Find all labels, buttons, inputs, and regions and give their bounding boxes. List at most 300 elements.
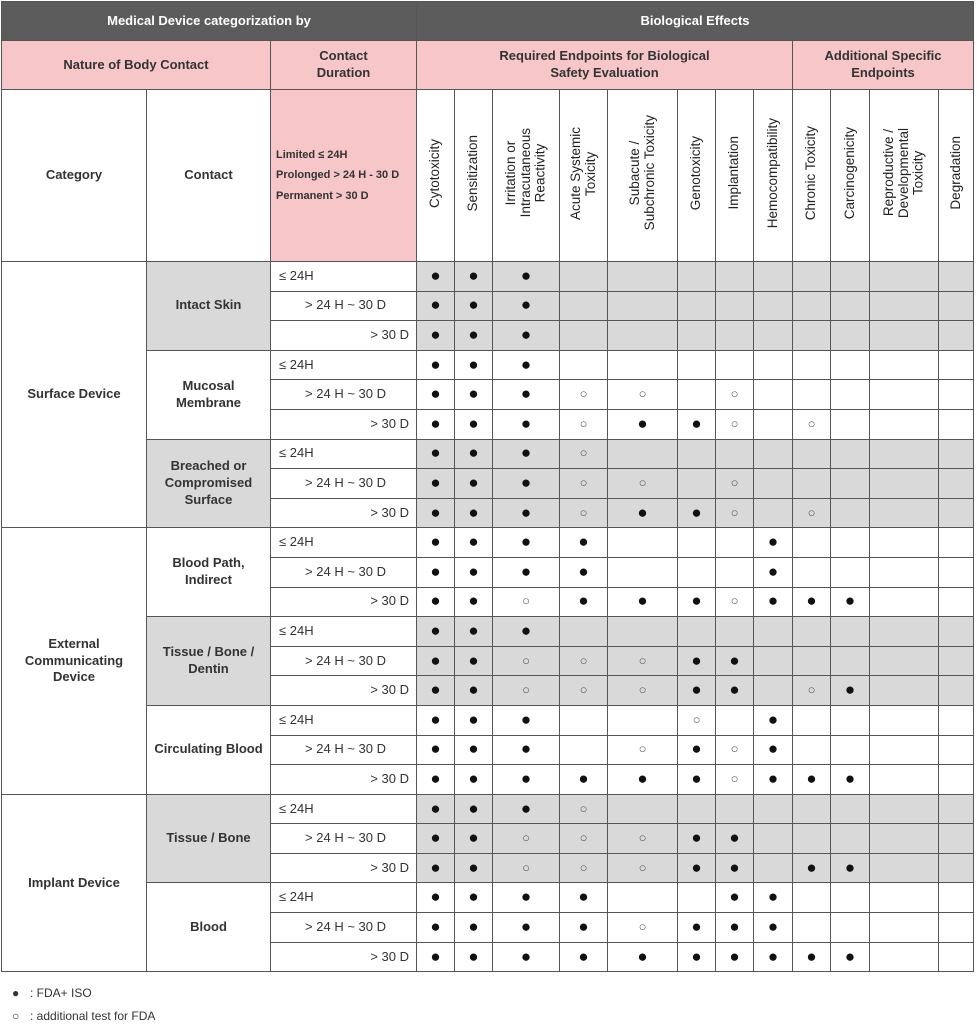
endpoint-cell — [608, 587, 678, 617]
endpoint-cell — [455, 883, 493, 913]
endpoint-cell — [417, 409, 455, 439]
endpoint-cell — [939, 676, 974, 706]
open-circle-icon: ○ — [638, 859, 647, 875]
legend-filled — [12, 986, 92, 1000]
filled-circle-icon: ● — [767, 739, 779, 759]
endpoint-cell — [455, 380, 493, 410]
endpoint-header — [455, 90, 493, 262]
table-row — [2, 439, 974, 469]
open-circle-icon: ○ — [12, 1009, 20, 1023]
duration-cell: ≤ 24H — [271, 617, 417, 647]
category-cell: Implant Device — [2, 794, 147, 972]
duration-cell: > 30 D — [271, 321, 417, 351]
endpoint-cell — [455, 469, 493, 499]
endpoint-cell — [608, 853, 678, 883]
filled-circle-icon: ● — [12, 986, 20, 1000]
endpoint-cell — [870, 794, 939, 824]
endpoint-cell — [754, 794, 793, 824]
endpoint-cell — [455, 557, 493, 587]
endpoint-label: Sensitization — [465, 134, 481, 212]
endpoint-cell — [793, 557, 831, 587]
filled-circle-icon: ● — [468, 443, 479, 463]
filled-circle-icon: ● — [520, 561, 532, 581]
endpoint-cell — [870, 291, 939, 321]
filled-circle-icon: ● — [578, 916, 589, 936]
endpoint-cell — [678, 528, 716, 558]
filled-circle-icon: ● — [767, 591, 779, 611]
endpoint-label: Genotoxicity — [688, 135, 704, 211]
endpoint-cell — [560, 646, 608, 676]
endpoint-cell — [493, 765, 560, 795]
endpoint-cell — [831, 291, 870, 321]
endpoint-cell — [793, 765, 831, 795]
open-circle-icon: ○ — [522, 593, 530, 609]
open-circle-icon: ○ — [579, 475, 588, 490]
endpoint-cell — [560, 469, 608, 499]
endpoint-cell — [793, 942, 831, 972]
endpoint-cell — [870, 765, 939, 795]
filled-circle-icon: ● — [691, 680, 702, 700]
category-cell: Surface Device — [2, 262, 147, 528]
filled-circle-icon: ● — [844, 857, 856, 877]
filled-circle-icon: ● — [691, 857, 702, 877]
open-circle-icon: ○ — [579, 504, 588, 520]
endpoint-cell — [493, 350, 560, 380]
endpoint-cell — [716, 765, 754, 795]
endpoint-cell — [493, 794, 560, 824]
filled-circle-icon: ● — [468, 620, 479, 640]
endpoint-cell — [608, 794, 678, 824]
endpoint-cell — [870, 321, 939, 351]
duration-cell: > 30 D — [271, 942, 417, 972]
filled-circle-icon: ● — [729, 946, 740, 966]
endpoint-cell — [417, 765, 455, 795]
filled-circle-icon: ● — [844, 946, 856, 966]
endpoint-cell — [939, 587, 974, 617]
filled-circle-icon: ● — [430, 325, 441, 345]
endpoint-cell — [793, 350, 831, 380]
endpoint-cell — [831, 587, 870, 617]
filled-circle-icon: ● — [430, 709, 441, 729]
endpoint-cell — [831, 439, 870, 469]
endpoint-cell — [417, 824, 455, 854]
filled-circle-icon: ● — [578, 946, 589, 966]
filled-circle-icon: ● — [430, 413, 441, 433]
endpoint-cell — [417, 676, 455, 706]
contact-column-header: Contact — [147, 90, 271, 262]
endpoint-cell — [793, 705, 831, 735]
endpoint-cell — [560, 705, 608, 735]
endpoint-cell — [754, 498, 793, 528]
endpoint-cell — [870, 735, 939, 765]
endpoint-cell — [793, 498, 831, 528]
filled-circle-icon: ● — [430, 354, 441, 374]
endpoint-cell — [870, 883, 939, 913]
filled-circle-icon: ● — [468, 739, 479, 759]
filled-circle-icon: ● — [767, 887, 779, 907]
endpoint-cell — [608, 942, 678, 972]
endpoint-cell — [678, 439, 716, 469]
filled-circle-icon: ● — [578, 561, 589, 581]
endpoint-cell — [455, 498, 493, 528]
filled-circle-icon: ● — [430, 502, 441, 522]
endpoint-cell — [939, 913, 974, 943]
endpoint-cell — [939, 765, 974, 795]
endpoint-cell — [754, 587, 793, 617]
endpoint-cell — [793, 439, 831, 469]
biological-evaluation-table — [1, 1, 974, 972]
endpoint-cell — [939, 617, 974, 647]
endpoint-cell — [455, 617, 493, 647]
filled-circle-icon: ● — [520, 295, 532, 315]
endpoint-cell — [560, 824, 608, 854]
endpoint-cell — [417, 735, 455, 765]
filled-circle-icon: ● — [691, 916, 702, 936]
endpoint-cell — [608, 735, 678, 765]
endpoint-cell — [793, 676, 831, 706]
endpoint-cell — [678, 735, 716, 765]
endpoint-cell — [417, 528, 455, 558]
endpoint-cell — [831, 794, 870, 824]
table-row — [2, 262, 974, 292]
endpoint-cell — [831, 617, 870, 647]
duration-cell: ≤ 24H — [271, 528, 417, 558]
endpoint-cell — [560, 942, 608, 972]
filled-circle-icon: ● — [729, 650, 740, 670]
filled-circle-icon: ● — [520, 502, 532, 522]
contact-cell: Intact Skin — [147, 262, 271, 351]
filled-circle-icon: ● — [767, 946, 779, 966]
contact-cell: Blood — [147, 883, 271, 972]
endpoint-label: Acute Systemic Toxicity — [567, 126, 598, 220]
filled-circle-icon: ● — [637, 502, 648, 522]
filled-circle-icon: ● — [691, 650, 702, 670]
endpoint-cell — [831, 853, 870, 883]
endpoint-cell — [870, 617, 939, 647]
endpoint-cell — [455, 291, 493, 321]
endpoint-cell — [716, 498, 754, 528]
endpoint-cell — [417, 380, 455, 410]
filled-circle-icon: ● — [468, 561, 479, 581]
endpoint-cell — [754, 380, 793, 410]
endpoint-cell — [870, 853, 939, 883]
endpoint-cell — [754, 350, 793, 380]
endpoint-cell — [939, 794, 974, 824]
filled-circle-icon: ● — [430, 532, 441, 552]
endpoint-cell — [754, 646, 793, 676]
endpoint-cell — [678, 853, 716, 883]
endpoint-cell — [793, 853, 831, 883]
endpoint-cell — [793, 735, 831, 765]
endpoint-cell — [870, 942, 939, 972]
endpoint-cell — [870, 469, 939, 499]
endpoint-cell — [793, 409, 831, 439]
filled-circle-icon: ● — [468, 384, 479, 404]
endpoint-cell — [793, 824, 831, 854]
endpoint-cell — [831, 262, 870, 292]
endpoint-cell — [493, 676, 560, 706]
endpoint-cell — [754, 853, 793, 883]
filled-circle-icon: ● — [844, 768, 856, 788]
endpoint-cell — [870, 528, 939, 558]
endpoint-cell — [716, 528, 754, 558]
endpoint-cell — [678, 676, 716, 706]
endpoint-header — [493, 90, 560, 262]
duration-cell: > 24 H ~ 30 D — [271, 646, 417, 676]
endpoint-cell — [493, 913, 560, 943]
endpoint-cell — [716, 350, 754, 380]
filled-circle-icon: ● — [520, 798, 532, 818]
endpoint-cell — [939, 735, 974, 765]
filled-circle-icon: ● — [430, 828, 441, 848]
endpoint-cell — [870, 913, 939, 943]
endpoint-cell — [831, 528, 870, 558]
endpoint-cell — [417, 321, 455, 351]
endpoint-cell — [870, 824, 939, 854]
endpoint-cell — [678, 409, 716, 439]
endpoint-cell — [493, 617, 560, 647]
filled-circle-icon: ● — [729, 828, 740, 848]
endpoint-cell — [754, 705, 793, 735]
endpoint-cell — [455, 439, 493, 469]
endpoint-cell — [493, 824, 560, 854]
endpoint-cell — [831, 883, 870, 913]
endpoint-cell — [716, 291, 754, 321]
open-circle-icon: ○ — [807, 682, 816, 698]
endpoint-cell — [493, 439, 560, 469]
open-circle-icon: ○ — [638, 682, 647, 698]
endpoint-cell — [793, 469, 831, 499]
filled-circle-icon: ● — [430, 591, 441, 611]
open-circle-icon: ○ — [522, 652, 530, 668]
filled-circle-icon: ● — [468, 591, 479, 611]
endpoint-label: Subacute / Subchronic Toxicity — [626, 115, 657, 231]
endpoint-cell — [831, 350, 870, 380]
open-circle-icon: ○ — [730, 415, 739, 431]
filled-circle-icon: ● — [430, 798, 441, 818]
endpoint-cell — [831, 498, 870, 528]
endpoint-cell — [417, 853, 455, 883]
endpoint-header — [560, 90, 608, 262]
filled-circle-icon: ● — [520, 265, 532, 285]
open-circle-icon: ○ — [522, 830, 530, 846]
endpoint-cell — [608, 528, 678, 558]
endpoint-cell — [831, 409, 870, 439]
open-circle-icon: ○ — [730, 475, 739, 490]
table-row — [2, 794, 974, 824]
endpoint-cell — [678, 557, 716, 587]
filled-circle-icon: ● — [729, 680, 740, 700]
filled-circle-icon: ● — [468, 473, 479, 492]
open-circle-icon: ○ — [579, 830, 588, 846]
filled-circle-icon: ● — [468, 532, 479, 552]
open-circle-icon: ○ — [638, 830, 647, 846]
filled-circle-icon: ● — [806, 768, 817, 788]
filled-circle-icon: ● — [430, 680, 441, 700]
endpoint-cell — [493, 498, 560, 528]
endpoint-cell — [939, 350, 974, 380]
endpoint-cell — [678, 380, 716, 410]
endpoint-cell — [754, 262, 793, 292]
nature-of-contact-header: Nature of Body Contact — [2, 41, 271, 90]
endpoint-cell — [455, 676, 493, 706]
duration-cell: > 24 H ~ 30 D — [271, 557, 417, 587]
endpoint-header — [870, 90, 939, 262]
filled-circle-icon: ● — [430, 650, 441, 670]
filled-circle-icon: ● — [468, 887, 479, 907]
endpoint-header — [754, 90, 793, 262]
filled-circle-icon: ● — [520, 354, 532, 374]
endpoint-cell — [754, 439, 793, 469]
filled-circle-icon: ● — [520, 384, 532, 404]
filled-circle-icon: ● — [844, 591, 856, 611]
contact-cell: Tissue / Bone — [147, 794, 271, 883]
endpoint-cell — [560, 883, 608, 913]
filled-circle-icon: ● — [844, 680, 856, 700]
endpoint-header — [678, 90, 716, 262]
filled-circle-icon: ● — [468, 354, 479, 374]
endpoint-cell — [870, 498, 939, 528]
endpoint-cell — [754, 469, 793, 499]
endpoint-cell — [716, 321, 754, 351]
endpoint-cell — [939, 528, 974, 558]
endpoint-cell — [678, 291, 716, 321]
endpoint-cell — [455, 942, 493, 972]
endpoint-cell — [417, 262, 455, 292]
endpoint-cell — [678, 913, 716, 943]
filled-circle-icon: ● — [430, 857, 441, 877]
open-circle-icon: ○ — [638, 386, 647, 402]
filled-circle-icon: ● — [520, 443, 532, 463]
duration-cell: > 24 H ~ 30 D — [271, 913, 417, 943]
endpoint-cell — [754, 557, 793, 587]
endpoint-cell — [678, 794, 716, 824]
endpoint-cell — [455, 705, 493, 735]
endpoint-cell — [831, 942, 870, 972]
open-circle-icon: ○ — [579, 415, 588, 431]
filled-circle-icon: ● — [637, 413, 648, 433]
endpoint-label: Degradation — [947, 136, 963, 210]
endpoint-cell — [939, 853, 974, 883]
endpoint-cell — [417, 350, 455, 380]
endpoint-label: Carcinogenicity — [841, 126, 857, 220]
filled-circle-icon: ● — [520, 946, 532, 966]
endpoint-cell — [560, 291, 608, 321]
endpoint-header — [608, 90, 678, 262]
endpoint-cell — [678, 705, 716, 735]
filled-circle-icon: ● — [468, 295, 479, 315]
endpoint-cell — [455, 409, 493, 439]
duration-legend-permanent: Permanent > 30 D — [276, 189, 369, 202]
endpoint-cell — [939, 883, 974, 913]
endpoint-cell — [560, 528, 608, 558]
endpoint-cell — [417, 913, 455, 943]
filled-circle-icon: ● — [767, 916, 779, 936]
legend-filled-label: : FDA+ ISO — [30, 986, 92, 1000]
endpoint-cell — [939, 409, 974, 439]
filled-circle-icon: ● — [468, 650, 479, 670]
endpoint-cell — [678, 321, 716, 351]
endpoint-cell — [608, 676, 678, 706]
endpoint-cell — [608, 705, 678, 735]
filled-circle-icon: ● — [691, 591, 702, 611]
open-circle-icon: ○ — [579, 386, 588, 402]
open-circle-icon: ○ — [730, 770, 739, 786]
endpoint-cell — [939, 557, 974, 587]
filled-circle-icon: ● — [468, 265, 479, 285]
endpoint-cell — [754, 528, 793, 558]
duration-cell: ≤ 24H — [271, 705, 417, 735]
endpoint-cell — [455, 735, 493, 765]
endpoint-cell — [870, 587, 939, 617]
filled-circle-icon: ● — [468, 946, 479, 966]
open-circle-icon: ○ — [638, 741, 647, 757]
endpoint-cell — [939, 321, 974, 351]
open-circle-icon: ○ — [730, 593, 739, 609]
open-circle-icon: ○ — [730, 741, 739, 757]
filled-circle-icon: ● — [468, 916, 479, 936]
endpoint-cell — [831, 380, 870, 410]
endpoint-cell — [939, 646, 974, 676]
endpoint-cell — [493, 469, 560, 499]
endpoint-cell — [493, 321, 560, 351]
endpoint-cell — [793, 587, 831, 617]
open-circle-icon: ○ — [579, 652, 588, 668]
endpoint-label: Chronic Toxicity — [803, 125, 819, 221]
endpoint-cell — [455, 765, 493, 795]
endpoint-cell — [870, 705, 939, 735]
endpoint-cell — [754, 676, 793, 706]
endpoint-cell — [939, 469, 974, 499]
endpoint-cell — [678, 942, 716, 972]
endpoint-cell — [608, 913, 678, 943]
endpoint-cell — [608, 291, 678, 321]
filled-circle-icon: ● — [520, 620, 532, 640]
duration-cell: > 30 D — [271, 498, 417, 528]
endpoint-cell — [793, 291, 831, 321]
duration-cell: ≤ 24H — [271, 262, 417, 292]
filled-circle-icon: ● — [767, 532, 779, 552]
endpoint-cell — [716, 853, 754, 883]
open-circle-icon: ○ — [730, 504, 739, 520]
endpoint-cell — [870, 409, 939, 439]
filled-circle-icon: ● — [520, 473, 532, 492]
endpoint-cell — [608, 321, 678, 351]
endpoint-cell — [455, 794, 493, 824]
endpoint-cell — [560, 617, 608, 647]
endpoint-cell — [608, 498, 678, 528]
endpoint-cell — [716, 705, 754, 735]
endpoint-cell — [417, 587, 455, 617]
endpoint-cell — [455, 528, 493, 558]
duration-cell: > 30 D — [271, 676, 417, 706]
endpoint-cell — [831, 676, 870, 706]
endpoint-cell — [716, 439, 754, 469]
endpoint-cell — [493, 380, 560, 410]
endpoint-cell — [754, 883, 793, 913]
open-circle-icon: ○ — [579, 800, 588, 816]
endpoint-cell — [678, 262, 716, 292]
endpoint-cell — [608, 765, 678, 795]
duration-cell: > 24 H ~ 30 D — [271, 735, 417, 765]
duration-cell: ≤ 24H — [271, 350, 417, 380]
endpoint-label: Reproductive / Developmental Toxicity — [880, 128, 926, 219]
filled-circle-icon: ● — [578, 591, 589, 611]
filled-circle-icon: ● — [806, 946, 817, 966]
filled-circle-icon: ● — [520, 325, 532, 345]
duration-legend — [271, 90, 417, 262]
endpoint-cell — [455, 262, 493, 292]
